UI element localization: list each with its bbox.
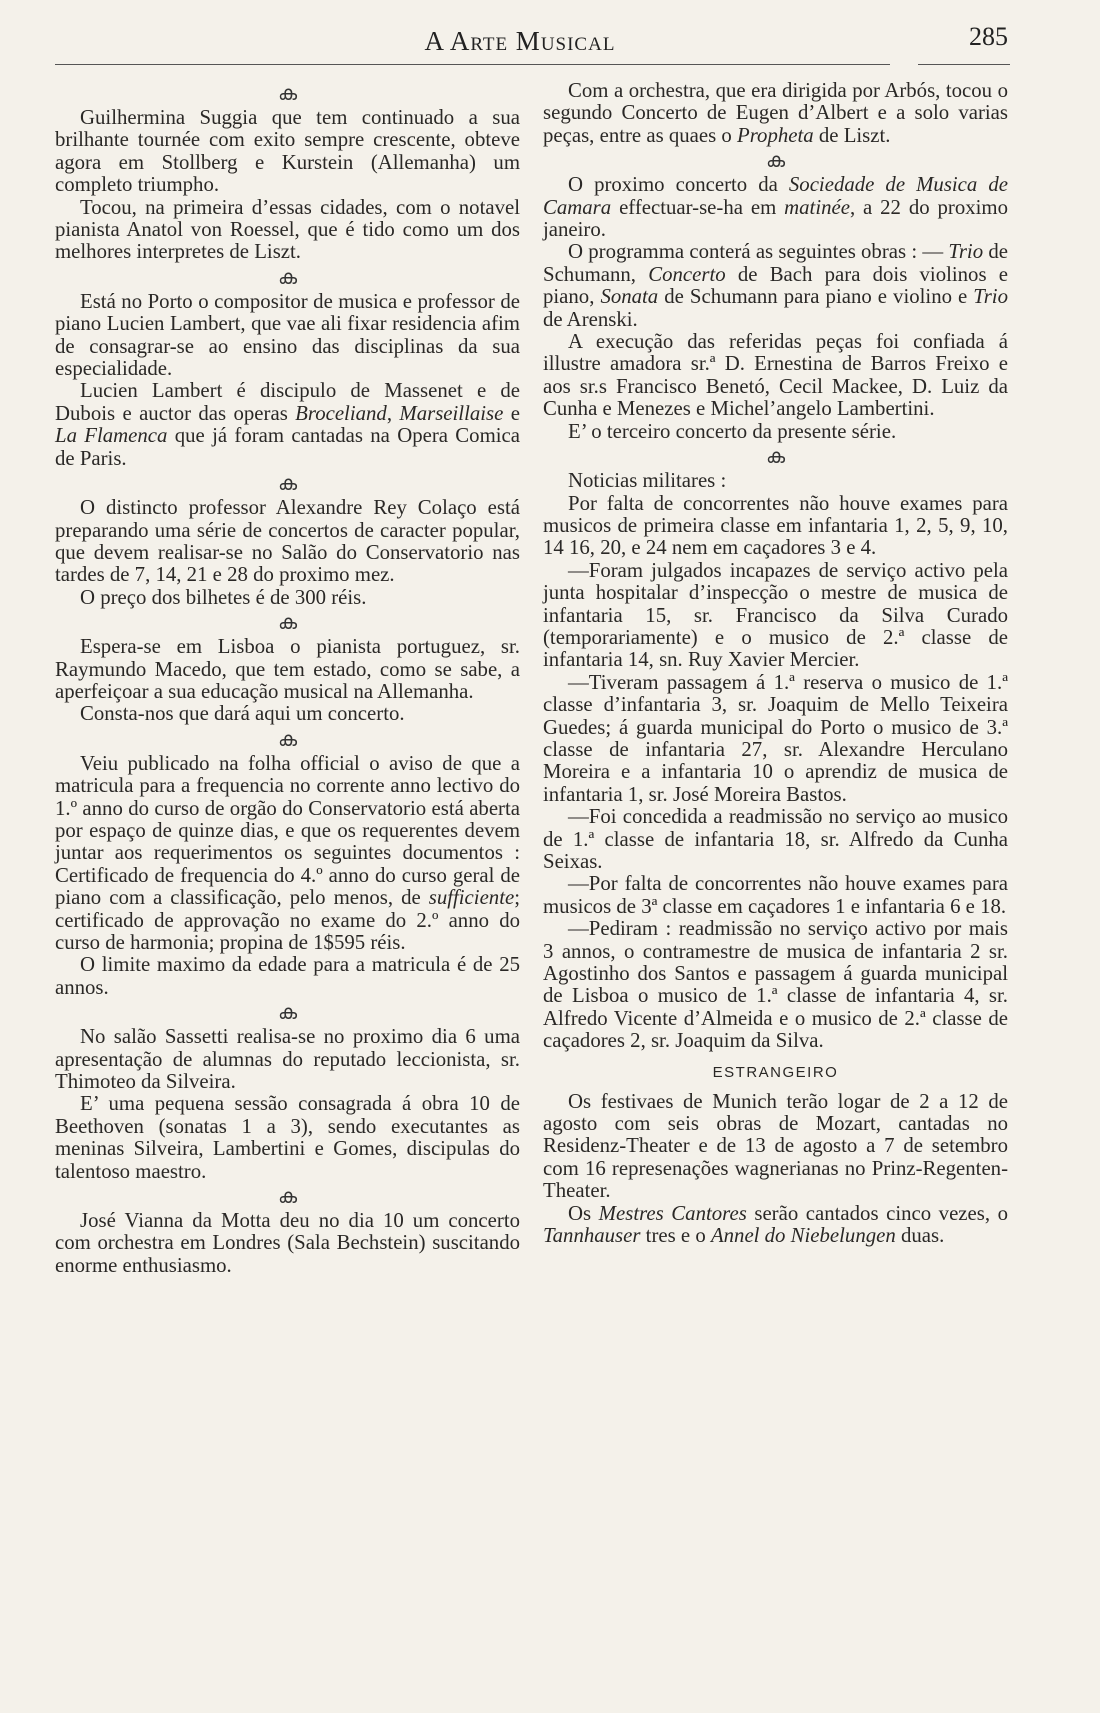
paragraph: —Foram julgados incapazes de serviço activo pela junta hospitalar d’inspecção o mestre de musica de infantaria 15, sr. Francisco da Silva Curado (temporariamente) e o musico de 2.ª classe de infantaria 14, sn. Ruy Xavier Mercier. bbox=[543, 558, 1008, 672]
paragraph: Espera-se em Lisboa o pianista portuguez, sr. Raymundo Macedo, que tem estado, como se sabe, a aperfeiçoar a sua educação musical na Allemanha. bbox=[55, 635, 520, 703]
right-column bbox=[543, 80, 1008, 1248]
paragraph: O limite maximo da edade para a matricula é de 25 annos. bbox=[55, 953, 520, 999]
paragraph: —Pediram : readmissão no serviço activo por mais 3 annos, o contramestre de musica de infantaria 2 sr. Agostinho dos Santos e passagem á guarda municipal de Lisboa o musico de 1.ª classe de infantaria 4, sr. Alfredo Vicente d’Almeida e o musico de 2.ª classe de caçadores 2, sr. Joaquim da Silva. bbox=[543, 917, 1008, 1053]
paragraph: Consta-nos que dará aqui um concerto. bbox=[80, 702, 405, 726]
paragraph: O preço dos bilhetes é de 300 réis. bbox=[80, 585, 367, 609]
left-column bbox=[55, 80, 520, 1277]
paragraph: Por falta de concorrentes não houve exames para musicos de primeira classe em infantaria 1, 2, 5, 9, 10, 14 16, 20, e 24 nem em caçadores 3 e 4. bbox=[543, 491, 1008, 560]
page-header bbox=[0, 20, 1100, 70]
paragraph: Está no Porto o compositor de musica e professor de piano Lucien Lambert, que vae ali fixar residencia afim de consagrar-se ao ensino das disciplinas da sua especialidade. bbox=[55, 289, 520, 381]
paragraph: A execução das referidas peças foi confiada á illustre amadora sr.ª D. Ernestina de Barros Freixo e aos sr.s Francisco Benetó, Cecil Mackee, D. Luiz da Cunha e Menezes e Michel’angelo Lambertini. bbox=[543, 330, 1008, 421]
running-title: A Arte Musical bbox=[424, 26, 616, 56]
ornament-icon: ക bbox=[277, 266, 298, 289]
paragraph: O distincto professor Alexandre Rey Colaço está preparando uma série de concertos de caracter popular, que devem realisar-se no Salão do Conservatorio nas tardes de 7, 14, 21 e 28 do proximo mez. bbox=[55, 496, 520, 587]
paragraph: Veiu publicado na folha official o aviso de que a matricula para a frequencia no corrente anno lectivo do 1.º anno do curso de orgão do Conservatorio está aberta por espaço de quinze dias, e que os requerentes devem juntar aos requerimentos os seguintes documentos : Certificado de frequencia do 4.º anno do curso geral de piano com a classificação, pelo menos, de sufficiente; certificado de approvação no exame do 2.º anno do curso de harmonia; propina de 1$595 réis. bbox=[55, 751, 520, 954]
ornament-icon: ക bbox=[277, 728, 298, 751]
paragraph: Com a orchestra, que era dirigida por Arbós, tocou o segundo Concerto de Eugen d’Albert e a solo varias peças, entre as quaes o Propheta de Liszt. bbox=[543, 79, 1008, 147]
ornament-icon: ക bbox=[765, 150, 786, 173]
ornament-icon: ക bbox=[765, 446, 786, 469]
paragraph: Os Mestres Cantores serão cantados cinco vezes, o Tannhauser tres e o Annel do Niebelungen duas. bbox=[543, 1201, 1009, 1248]
paragraph: Tocou, na primeira d’essas cidades, com o notavel pianista Anatol von Roessel, que é tido como um dos melhores interpretes de Liszt. bbox=[55, 195, 520, 264]
paragraph: O proximo concerto da Sociedade de Musica de Camara effectuar-se-ha em matinée, a 22 do proximo janeiro. bbox=[543, 173, 1008, 242]
header-rule bbox=[55, 64, 890, 65]
paragraph: José Vianna da Motta deu no dia 10 um concerto com orchestra em Londres (Sala Bechstein) suscitando enorme enthusiasmo. bbox=[55, 1209, 520, 1277]
page-number: 285 bbox=[969, 22, 1008, 51]
ornament-icon: ക bbox=[277, 83, 298, 105]
paragraph: —Tiveram passagem á 1.ª reserva o musico de 1.ª classe d’infantaria 3, sr. Joaquim de Mello Teixeira Guedes; á guarda municipal do Porto o musico de 3.ª classe de infantaria 27, sr. Alexandre Herculano Moreira e a infantaria 10 o aprendiz de musica de infantaria 1, sr. José Moreira Bastos. bbox=[543, 670, 1008, 806]
paragraph: No salão Sassetti realisa-se no proximo dia 6 uma apresentação de alumnas do reputado leccionista, sr. Thimoteo da Silveira. bbox=[55, 1025, 520, 1094]
ornament-icon: ക bbox=[277, 1002, 298, 1025]
paragraph: —Por falta de concorrentes não houve exames para musicos de 3ª classe em caçadores 1 e infantaria 6 e 18. bbox=[543, 872, 1008, 918]
paragraph: O programma conterá as seguintes obras : — Trio de Schumann, Concerto de Bach para dois violinos e piano, Sonata de Schumann para piano e violino e Trio de Arenski. bbox=[543, 240, 1008, 331]
paragraph: Os festivaes de Munich terão logar de 2 a 12 de agosto com seis obras de Mozart, cantadas no Residenz-Theater e de 13 de agosto a 7 de setembro com 16 represenações wagnerianas no Prinz-Regenten-Theater. bbox=[543, 1089, 1008, 1203]
paragraph: Guilhermina Suggia que tem continuado a sua brilhante tournée com exito sempre crescente, obteve agora em Stollberg e Kurstein (Allemanha) um completo triumpho. bbox=[55, 106, 520, 197]
ornament-icon: ക bbox=[277, 473, 298, 496]
header-rule-short bbox=[918, 64, 1010, 65]
paragraph: Noticias militares : bbox=[568, 469, 727, 493]
paragraph: —Foi concedida a readmissão no serviço ao musico de 1.ª classe de infantaria 18, sr. Alfredo da Cunha Seixas. bbox=[543, 805, 1008, 873]
section-heading: ESTRANGEIRO bbox=[712, 1063, 839, 1081]
ornament-icon: ക bbox=[277, 612, 298, 635]
paragraph: Lucien Lambert é discipulo de Massenet e de Dubois e auctor das operas Broceliand, Marseillaise e La Flamenca que já foram cantadas na Opera Comica de Paris. bbox=[55, 379, 520, 470]
paragraph: E’ o terceiro concerto da presente série. bbox=[568, 419, 897, 443]
ornament-icon: ക bbox=[277, 1186, 298, 1209]
paragraph: E’ uma pequena sessão consagrada á obra 10 de Beethoven (sonatas 1 a 3), sendo executantes as meninas Silveira, Lambertini e Gomes, discipulas do talentoso maestro. bbox=[55, 1092, 520, 1183]
